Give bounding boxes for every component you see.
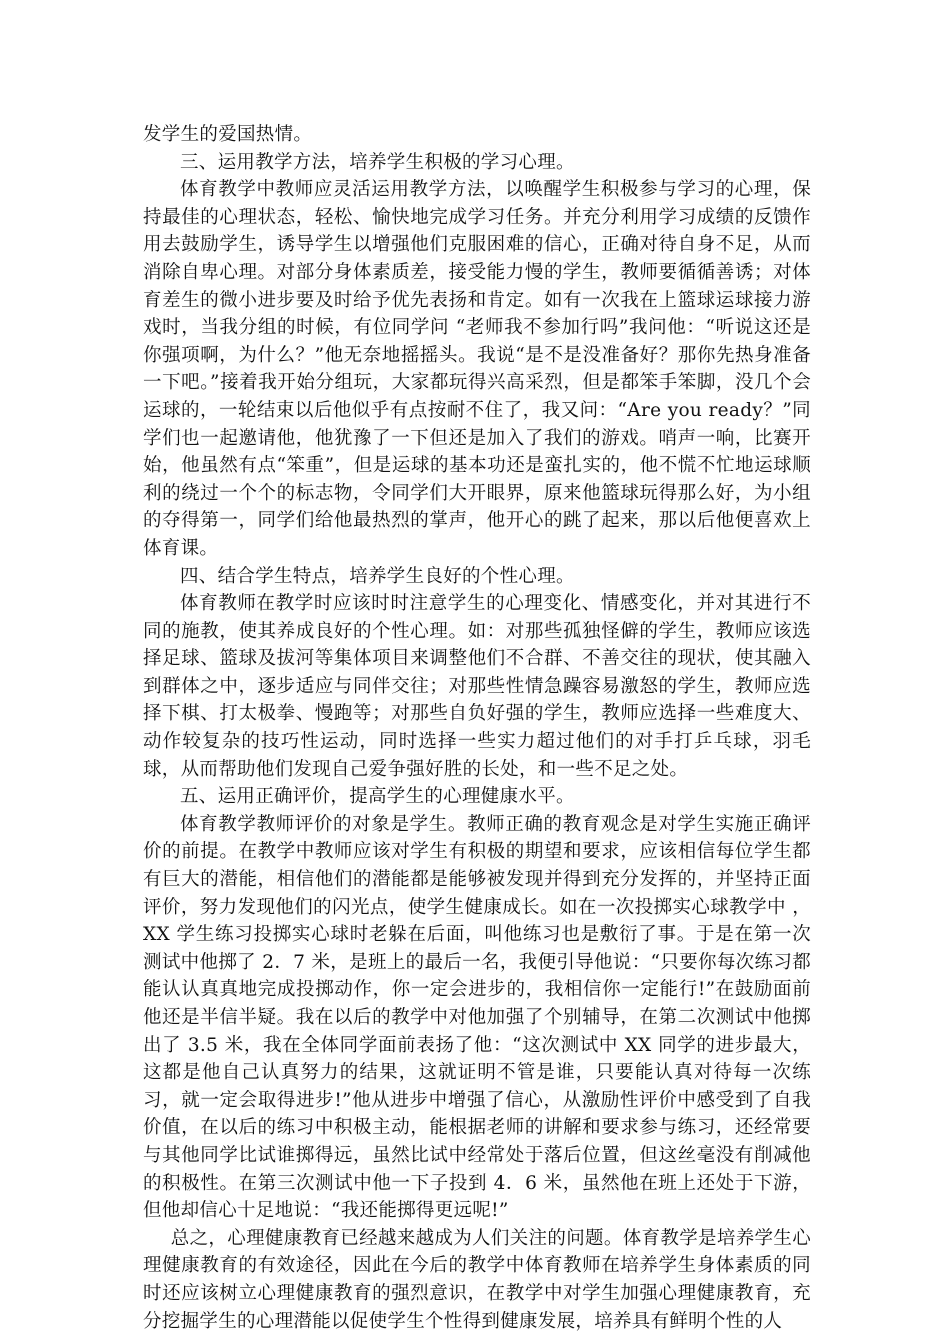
- section-heading-4: 四、结合学生特点，培养学生良好的个性心理。: [180, 565, 575, 587]
- document-body: [143, 121, 811, 1335]
- paragraph-conclusion: 总之，心理健康教育已经越来越成为人们关注的问题。体育教学是培养学生心理健康教育的有效途径，因此在今后的教学中体育教师在培养学生身体素质的同时还应该树立心理健康教育的强烈意识，在教学中对学生加强心理健康教育，充分挖掘学生的心理潜能以促使学生个性得到健康发展，培养具有鲜明个性的人: [143, 1227, 811, 1332]
- section-heading-3: 三、运用教学方法，培养学生积极的学习心理。: [180, 151, 575, 173]
- paragraph-teaching-methods: 体育教学中教师应灵活运用教学方法，以唤醒学生积极参与学习的心理，保持最佳的心理状态，轻松、愉快地完成学习任务。并充分利用学习成绩的反馈作用去鼓励学生，诱导学生以增强他们克服困难的信心，正确对待自身不足，从而消除自卑心理。对部分身体素质差，接受能力慢的学生，教师要循循善诱；对体育差生的微小进步要及时给予优先表扬和肯定。如有一次我在上篮球运球接力游戏时，当我分组的时候，有位同学问 “老师我不参加行吗”我问他：“听说这还是你强项啊，为什么？”他无奈地摇摇头。我说“是不是没准备好？那你先热身准备一下吧。”接着我开始分组玩，大家都玩得兴高采烈，但是都笨手笨脚，没几个会运球的，一轮结束以后他似乎有点按耐不住了，我又问：“Are you ready？”同学们也一起邀请他，他犹豫了一下但还是加入了我们的游戏。哨声一响，比赛开始，他虽然有点“笨重”，但是运球的基本功还是蛮扎实的，他不慌不忙地运球顺利的绕过一个个的标志物，令同学们大开眼界，原来他篮球玩得那么好，为小组的夺得第一，同学们给他最热烈的掌声，他开心的跳了起来，那以后他便喜欢上体育课。: [143, 179, 811, 559]
- paragraph-evaluation: 体育教学教师评价的对象是学生。教师正确的教育观念是对学生实施正确评价的前提。在教学中教师应该对学生有积极的期望和要求，应该相信每位学生都有巨大的潜能，相信他们的潜能都是能够被发现并得到充分发挥的，并坚持正面评价，努力发现他们的闪光点，使学生健康成长。如在一次投掷实心球教学中 ，XX 学生练习投掷实心球时老躲在后面，叫他练习也是敷衍了事。于是在第一次测试中他掷了 2．7 米，是班上的最后一名，我便引导他说：“只要你每次练习都能认认真真地完成投掷动作，你一定会进步的，我相信你一定能行!”在鼓励面前他还是半信半疑。我在以后的教学中对他加强了个别辅导，在第二次测试中他掷出了 3.5 米，我在全体同学面前表扬了他：“这次测试中 XX 同学的进步最大，这都是他自己认真努力的结果，这就证明不管是谁，只要能认真对待每一次练习，就一定会取得进步!”他从进步中增强了信心，从激励性评价中感受到了自我价值，在以后的练习中积极主动，能根据老师的讲解和要求参与练习，还经常要与其他同学比试谁掷得远，虽然比试中经常处于落后位置，但这丝毫没有削减他的积极性。在第三次测试中他一下子投到 4．6 米，虽然他在班上还处于下游，但他却信心十足地说：“我还能掷得更远呢!”: [143, 813, 811, 1222]
- paragraph-continuation: 发学生的爱国热情。: [143, 124, 313, 145]
- section-heading-5: 五、运用正确评价，提高学生的心理健康水平。: [180, 786, 575, 808]
- paragraph-personality: 体育教师在教学时应该时时注意学生的心理变化、情感变化，并对其进行不同的施教，使其养成良好的个性心理。如：对那些孤独怪僻的学生，教师应该选择足球、篮球及拔河等集体项目来调整他们不合群、不善交往的现状，使其融入到群体之中，逐步适应与同伴交往；对那些性情急躁容易激怒的学生，教师应选择下棋、打太极拳、慢跑等；对那些自负好强的学生，教师应选择一些难度大、动作较复杂的技巧性运动，同时选择一些实力超过他们的对手打乒乓球，羽毛球，从而帮助他们发现自己爱争强好胜的长处，和一些不足之处。: [143, 593, 811, 780]
